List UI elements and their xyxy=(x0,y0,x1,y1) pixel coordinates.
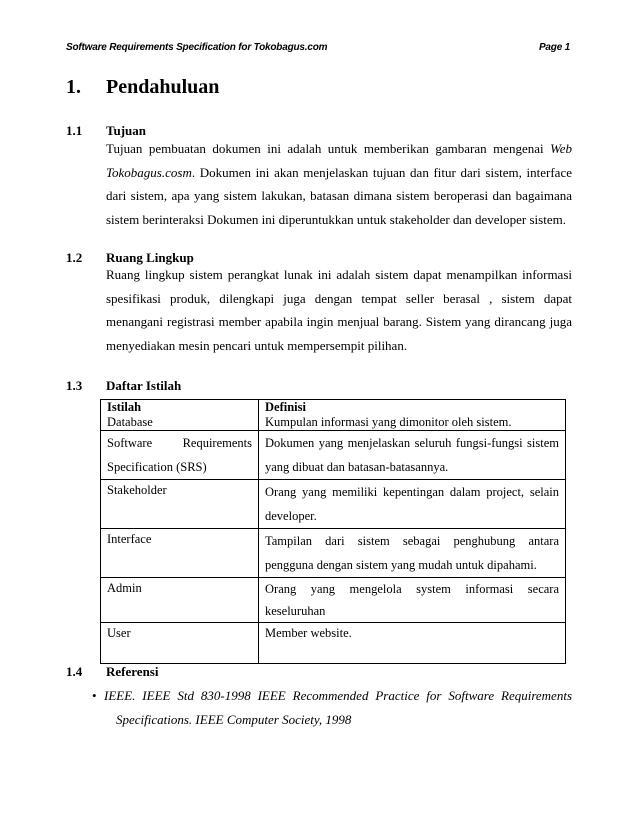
term-cell: Interface xyxy=(101,529,259,578)
glossary-table xyxy=(100,399,566,664)
table-header-row xyxy=(101,400,566,416)
term-cell: User xyxy=(101,623,259,664)
subsection-number: 1.1 xyxy=(66,123,83,138)
definition-cell: Member website. xyxy=(259,623,566,664)
table-row xyxy=(101,431,566,480)
definition-cell: Dokumen yang menjelaskan seluruh fungsi-fungsi sistem yang dibuat dan batasan-batasannya. xyxy=(259,431,566,480)
ruang-lingkup-paragraph: Ruang lingkup sistem perangkat lunak ini adalah sistem dapat menampilkan informasi spesifikasi produk, dilengkapi juga dengan tempat seller berasal , sistem dapat menangani registrasi member apabila ingin menjual barang. Sistem yang dirancang juga menyediakan mesin pencari untuk mempersempit pilihan. xyxy=(106,267,572,353)
subsection-title: Tujuan xyxy=(106,123,146,138)
reference-text-continued: Specifications. IEEE Computer Society, 1998 xyxy=(116,711,352,727)
subsection-title: Daftar Istilah xyxy=(106,378,182,393)
definition-cell: Orang yang mengelola system informasi secara keseluruhan xyxy=(259,578,566,623)
web-name: Web Tokobagus.cosm xyxy=(106,141,572,180)
reference-text: IEEE. IEEE Std 830-1998 IEEE Recommended Practice for Software Requirements xyxy=(104,688,572,703)
table-row xyxy=(101,480,566,529)
subsection-number: 1.4 xyxy=(66,664,83,679)
table-row xyxy=(101,623,566,664)
definition-cell: Orang yang memiliki kepentingan dalam project, selain developer. xyxy=(259,480,566,529)
page-number: Page 1 xyxy=(538,42,570,53)
subsection-title: Referensi xyxy=(106,664,159,679)
definition-cell: Kumpulan informasi yang dimonitor oleh sistem. xyxy=(259,415,566,431)
column-header-istilah: Istilah xyxy=(101,400,259,416)
table-row xyxy=(101,578,566,623)
bullet-icon: • xyxy=(92,688,97,703)
term-cell: Admin xyxy=(101,578,259,623)
table-row xyxy=(101,529,566,578)
section-number: 1. xyxy=(66,76,81,98)
term-cell: Database xyxy=(101,415,259,431)
page-header-title: Software Requirements Specification for Tokobagus.com xyxy=(66,42,328,53)
definition-cell: Tampilan dari sistem sebagai penghubung antara pengguna dengan sistem yang mudah untuk dipahami. xyxy=(259,529,566,578)
subsection-title: Ruang Lingkup xyxy=(106,250,194,265)
tujuan-paragraph: Tujuan pembuatan dokumen ini adalah untuk memberikan gambaran mengenai Web Tokobagus.cosm. Dokumen ini akan menjelaskan tujuan dan fitur dari sistem, interface dari sistem, apa yang sistem lakukan, batasan dimana sistem beroperasi dan bagaimana sistem berinteraksi Dokumen ini diperuntukkan untuk stakeholder dan developer sistem. xyxy=(106,141,572,227)
term-cell: Software Requirements Specification (SRS) xyxy=(101,431,259,480)
column-header-definisi: Definisi xyxy=(259,400,566,416)
subsection-number: 1.3 xyxy=(66,378,83,393)
table-row xyxy=(101,415,566,431)
term-cell: Stakeholder xyxy=(101,480,259,529)
subsection-number: 1.2 xyxy=(66,250,83,265)
reference-list-item xyxy=(92,684,572,731)
section-title: Pendahuluan xyxy=(106,76,220,98)
